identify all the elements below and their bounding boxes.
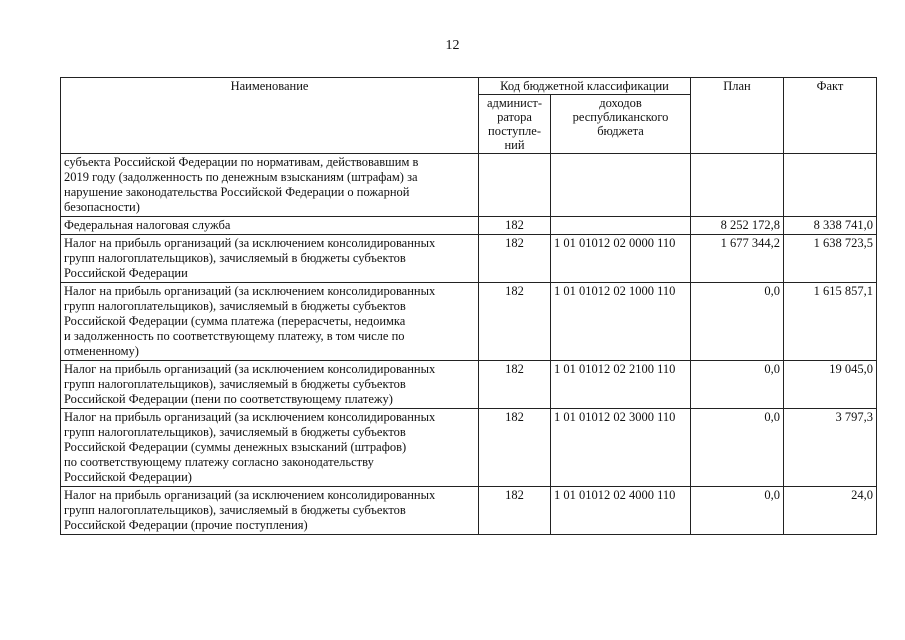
- row-name-line: безопасности): [64, 200, 140, 214]
- table-row: [61, 361, 877, 409]
- header-row-1: [61, 78, 877, 95]
- header-fact: Факт: [784, 78, 877, 154]
- header-admin-line: поступле-: [488, 124, 541, 138]
- row-name: [61, 154, 479, 217]
- row-name-line: Российской Федерации (пени по соответствующему платежу): [64, 392, 393, 406]
- header-admin-line: ратора: [497, 110, 532, 124]
- row-fact: 3 797,3: [784, 409, 877, 487]
- row-name-line: Российской Федерации): [64, 470, 192, 484]
- header-plan: План: [691, 78, 784, 154]
- row-name: [61, 283, 479, 361]
- row-name-line: групп налогоплательщиков), зачисляемый в бюджеты субъектов: [64, 251, 406, 265]
- header-income-line: доходов: [599, 96, 642, 110]
- row-fact: 19 045,0: [784, 361, 877, 409]
- row-plan: 0,0: [691, 409, 784, 487]
- row-admin: 182: [479, 235, 551, 283]
- row-name-line: групп налогоплательщиков), зачисляемый в бюджеты субъектов: [64, 299, 406, 313]
- row-code: 1 01 01012 02 4000 110: [551, 487, 691, 535]
- row-admin: 182: [479, 283, 551, 361]
- row-admin: 182: [479, 217, 551, 235]
- row-name-line: 2019 году (задолженность по денежным взысканиям (штрафам) за: [64, 170, 418, 184]
- row-plan: 0,0: [691, 487, 784, 535]
- header-admin-line: ний: [504, 138, 525, 152]
- table-row: [61, 154, 877, 217]
- row-fact: 8 338 741,0: [784, 217, 877, 235]
- row-name-line: субъекта Российской Федерации по нормативам, действовавшим в: [64, 155, 419, 169]
- row-name-line: нарушение законодательства Российской Федерации о пожарной: [64, 185, 410, 199]
- header-income-line: бюджета: [597, 124, 644, 138]
- row-name-line: Налог на прибыль организаций (за исключением консолидированных: [64, 284, 436, 298]
- row-fact: 1 638 723,5: [784, 235, 877, 283]
- row-name: [61, 361, 479, 409]
- table-row: [61, 217, 877, 235]
- row-plan: 0,0: [691, 283, 784, 361]
- row-plan: [691, 154, 784, 217]
- row-name: [61, 487, 479, 535]
- budget-table: [60, 77, 877, 535]
- row-fact: 24,0: [784, 487, 877, 535]
- row-name-line: Российской Федерации (суммы денежных взысканий (штрафов): [64, 440, 407, 454]
- row-name-line: отмененному): [64, 344, 139, 358]
- row-fact: 1 615 857,1: [784, 283, 877, 361]
- header-admin: [479, 95, 551, 154]
- row-plan: 1 677 344,2: [691, 235, 784, 283]
- row-code: 1 01 01012 02 2100 110: [551, 361, 691, 409]
- header-admin-line: админист-: [486, 96, 543, 110]
- row-name-line: Налог на прибыль организаций (за исключением консолидированных: [64, 236, 436, 250]
- row-name-line: Налог на прибыль организаций (за исключением консолидированных: [64, 488, 436, 502]
- header-name: Наименование: [61, 78, 479, 154]
- page-number: 12: [445, 38, 460, 53]
- row-code: [551, 154, 691, 217]
- row-name-line: групп налогоплательщиков), зачисляемый в бюджеты субъектов: [64, 377, 406, 391]
- row-code: 1 01 01012 02 0000 110: [551, 235, 691, 283]
- table-row: [61, 283, 877, 361]
- row-admin: 182: [479, 487, 551, 535]
- row-name-line: Российской Федерации: [64, 266, 188, 280]
- row-fact: [784, 154, 877, 217]
- header-income-line: республиканского: [572, 110, 669, 124]
- table-row: [61, 235, 877, 283]
- header-income: [551, 95, 691, 154]
- row-admin: 182: [479, 409, 551, 487]
- row-plan: 0,0: [691, 361, 784, 409]
- row-name-line: групп налогоплательщиков), зачисляемый в бюджеты субъектов: [64, 425, 406, 439]
- row-name-line: по соответствующему платежу согласно законодательству: [64, 455, 374, 469]
- row-code: [551, 217, 691, 235]
- row-name-line: Федеральная налоговая служба: [64, 218, 231, 232]
- row-admin: [479, 154, 551, 217]
- row-admin: 182: [479, 361, 551, 409]
- row-name-line: Налог на прибыль организаций (за исключением консолидированных: [64, 362, 436, 376]
- row-name-line: групп налогоплательщиков), зачисляемый в бюджеты субъектов: [64, 503, 406, 517]
- row-name: [61, 235, 479, 283]
- row-name-line: и задолженность по соответствующему платежу, в том числе по: [64, 329, 405, 343]
- header-kbk: Код бюджетной классификации: [479, 78, 691, 95]
- row-name: [61, 217, 479, 235]
- row-name-line: Налог на прибыль организаций (за исключением консолидированных: [64, 410, 436, 424]
- row-code: 1 01 01012 02 1000 110: [551, 283, 691, 361]
- row-name-line: Российской Федерации (сумма платежа (перерасчеты, недоимка: [64, 314, 406, 328]
- row-plan: 8 252 172,8: [691, 217, 784, 235]
- row-name-line: Российской Федерации (прочие поступления): [64, 518, 308, 532]
- table-row: [61, 487, 877, 535]
- row-name: [61, 409, 479, 487]
- table-row: [61, 409, 877, 487]
- row-code: 1 01 01012 02 3000 110: [551, 409, 691, 487]
